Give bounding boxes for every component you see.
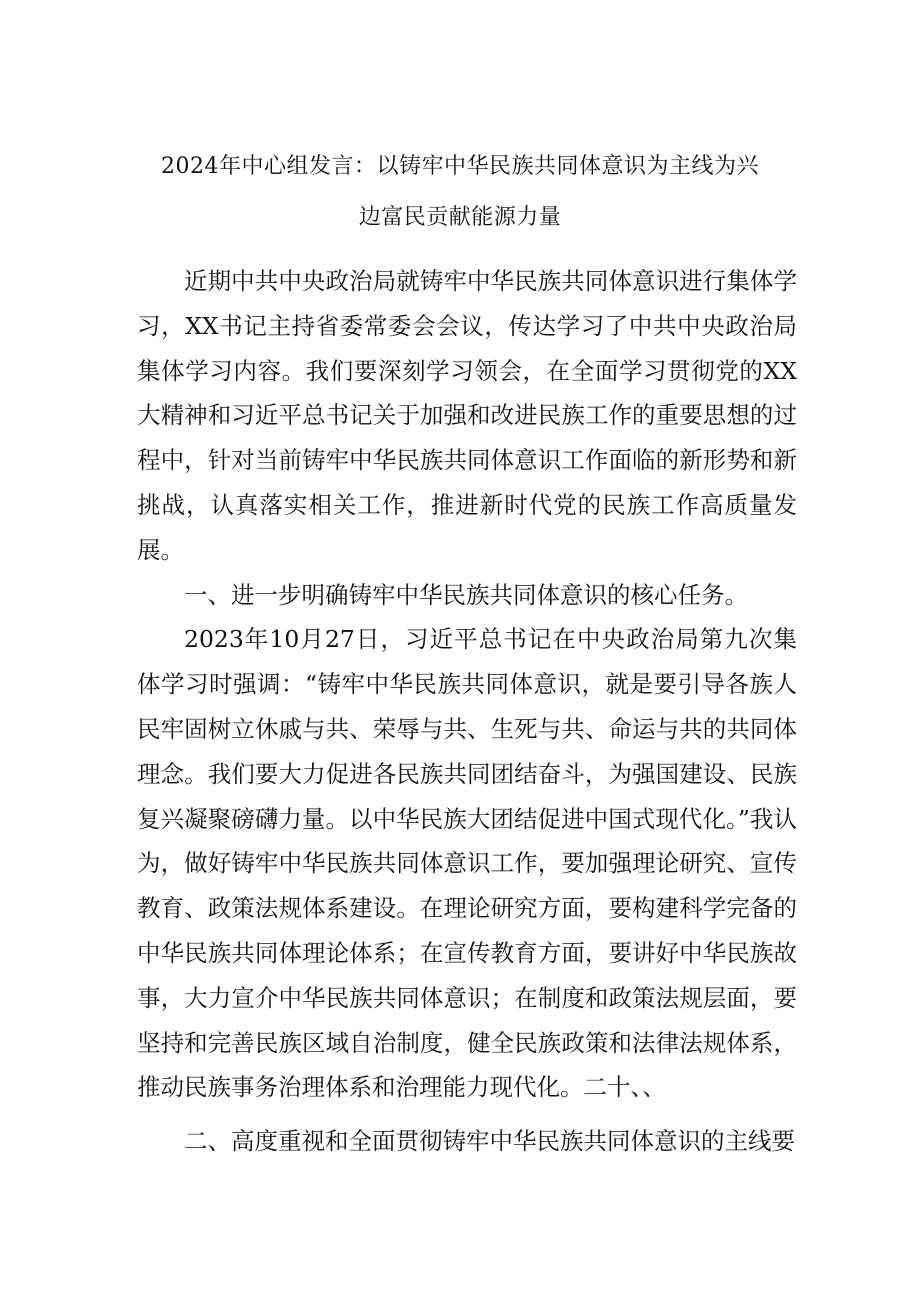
document-title-line-1: 2024年中心组发言：以铸牢中华民族共同体意识为主线为兴 <box>161 154 759 179</box>
section-heading-2: 二、高度重视和全面贯彻铸牢中华民族共同体意识的主线要 <box>184 1127 795 1156</box>
paragraph-intro: 近期中共中央政治局就铸牢中华民族共同体意识进行集体学习，XX书记主持省委常委会会议，传达学习了中共中央政治局集体学习内容。我们要深刻学习领会，在全面学习贯彻党的XX大精神和习近平总书记关于加强和改进民族工作的重要思想的过程中，针对当前铸牢中华民族共同体意识工作面临的新形势和新挑战，认真落实相关工作，推进新时代党的民族工作高质量发展。 <box>137 267 797 564</box>
section-heading-1: 一、进一步明确铸牢中华民族共同体意识的核心任务。 <box>184 580 748 609</box>
paragraph-section-1: 2023年10月27日，习近平总书记在中央政治局第九次集体学习时强调：“铸牢中华民族共同体意识，就是要引导各族人民牢固树立休戚与共、荣辱与共、生死与共、命运与共的共同体理念。我们要大力促进各民族共同团结奋斗，为强国建设、民族复兴凝聚磅礴力量。以中华民族大团结促进中国式现代化。”我认为，做好铸牢中华民族共同体意识工作，要加强理论研究、宣传教育、政策法规体系建设。在理论研究方面，要构建科学完备的中华民族共同体理论体系；在宣传教育方面，要讲好中华民族故事，大力宣介中华民族共同体意识；在制度和政策法规层面，要坚持和完善民族区域自治制度，健全民族政策和法律法规体系，推动民族事务治理体系和治理能力现代化。二十、、 <box>137 625 797 1102</box>
document-body <box>137 259 797 1164</box>
document-title-line-2: 边富民贡献能源力量 <box>358 205 562 230</box>
